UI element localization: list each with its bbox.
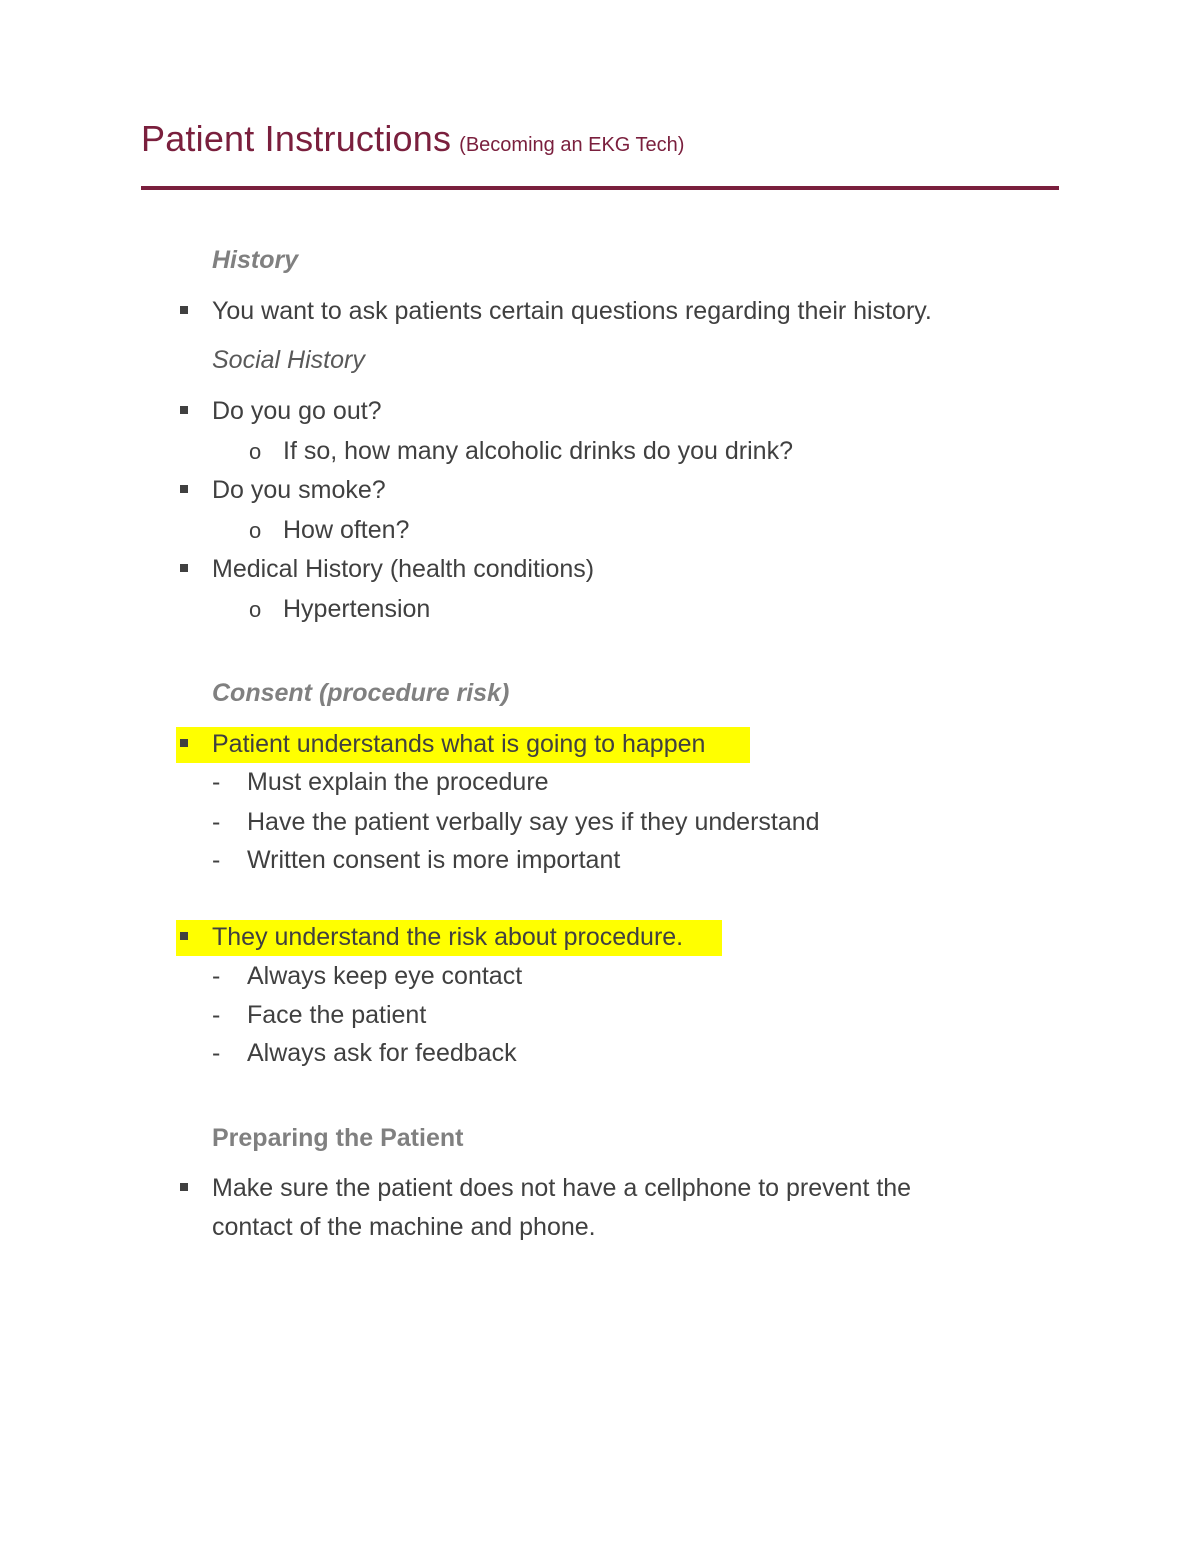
sub-list-item: How often? (283, 516, 410, 544)
circle-bullet-icon: o (249, 518, 262, 543)
section-heading-social-history: Social History (212, 346, 365, 374)
square-bullet-icon (180, 485, 188, 493)
circle-bullet-icon: o (249, 439, 262, 464)
title-subtitle: (Becoming an EKG Tech) (459, 134, 685, 156)
dash-bullet-icon: - (212, 1001, 221, 1029)
section-heading-preparing: Preparing the Patient (212, 1124, 464, 1152)
section-heading-consent: Consent (procedure risk) (212, 679, 510, 707)
sub-list-item: Written consent is more important (247, 846, 621, 874)
dash-bullet-icon: - (212, 846, 221, 874)
list-item: Make sure the patient does not have a cellphone to prevent the (212, 1174, 912, 1202)
sub-list-item: Always ask for feedback (247, 1039, 517, 1067)
square-bullet-icon (180, 932, 188, 940)
list-item: Do you smoke? (212, 476, 386, 504)
sub-list-item: Face the patient (247, 1001, 427, 1029)
sub-list-item: Hypertension (283, 595, 431, 623)
list-item: Do you go out? (212, 397, 382, 425)
circle-bullet-icon: o (249, 597, 262, 622)
square-bullet-icon (180, 306, 188, 314)
dash-bullet-icon: - (212, 1039, 221, 1067)
list-item-continuation: contact of the machine and phone. (212, 1213, 596, 1241)
sub-list-item: Must explain the procedure (247, 768, 549, 796)
list-item: They understand the risk about procedure. (212, 923, 684, 951)
square-bullet-icon (180, 406, 188, 414)
page-title (141, 118, 684, 160)
section-heading-history: History (212, 246, 299, 274)
dash-bullet-icon: - (212, 808, 221, 836)
list-item: Medical History (health conditions) (212, 555, 595, 583)
sub-list-item: Always keep eye contact (247, 962, 523, 990)
square-bullet-icon (180, 739, 188, 747)
square-bullet-icon (180, 564, 188, 572)
square-bullet-icon (180, 1183, 188, 1191)
title-main: Patient Instructions (141, 118, 452, 159)
sub-list-item: If so, how many alcoholic drinks do you drink? (283, 437, 793, 465)
dash-bullet-icon: - (212, 768, 221, 796)
title-divider (141, 186, 1059, 190)
list-item: Patient understands what is going to happen (212, 730, 706, 758)
dash-bullet-icon: - (212, 962, 221, 990)
sub-list-item: Have the patient verbally say yes if they understand (247, 808, 820, 836)
list-item: You want to ask patients certain questions regarding their history. (212, 297, 932, 325)
